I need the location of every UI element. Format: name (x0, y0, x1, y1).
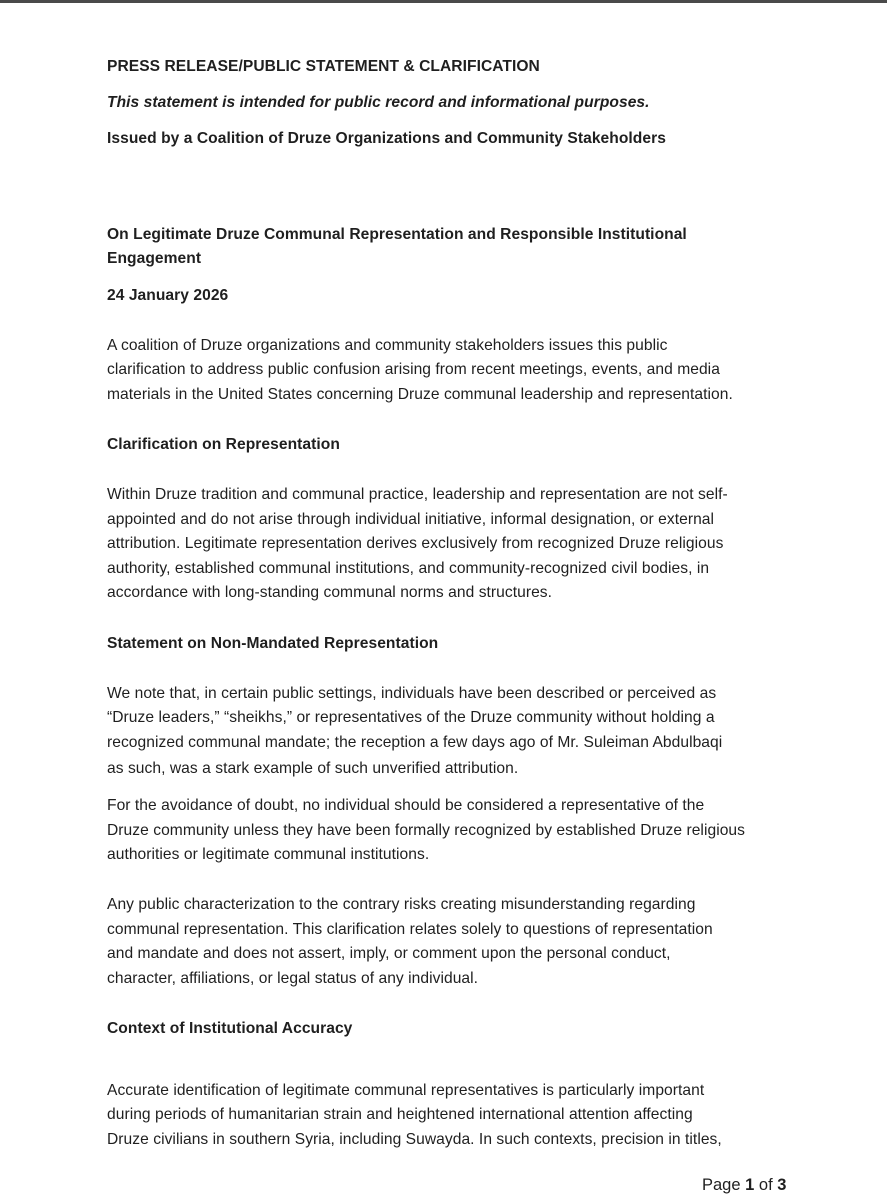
subject-heading-line-1: On Legitimate Druze Communal Representation and Responsible Institutional (107, 226, 687, 243)
total-pages: 3 (777, 1176, 787, 1194)
paragraph-line: Druze community unless they have been formally recognized by established Druze religious (107, 822, 745, 839)
paragraph-line: attribution. Legitimate representation derives exclusively from recognized Druze religious (107, 535, 724, 552)
top-border (0, 0, 887, 3)
paragraph-line: during periods of humanitarian strain and heightened international attention affecting (107, 1106, 693, 1123)
paragraph-line: as such, was a stark example of such unverified attribution. (107, 760, 519, 777)
statement-date: 24 January 2026 (107, 287, 229, 304)
paragraph-line: authority, established communal institutions, and community-recognized civil bodies, in (107, 560, 710, 577)
page-label: Page (702, 1176, 741, 1194)
paragraph-line: “Druze leaders,” “sheikhs,” or representatives of the Druze community without holding a (107, 709, 715, 726)
section-heading-representation: Clarification on Representation (107, 436, 340, 453)
paragraph-line: Any public characterization to the contrary risks creating misunderstanding regarding (107, 896, 696, 913)
paragraph-line: Accurate identification of legitimate communal representatives is particularly important (107, 1082, 705, 1099)
section-heading-institutional-accuracy: Context of Institutional Accuracy (107, 1020, 353, 1037)
document-title: PRESS RELEASE/PUBLIC STATEMENT & CLARIFICATION (107, 58, 540, 75)
intro-line: materials in the United States concerning Druze communal leadership and representation. (107, 386, 733, 403)
current-page: 1 (745, 1176, 755, 1194)
page-number (702, 1174, 786, 1196)
intro-line: clarification to address public confusion arising from recent meetings, events, and media (107, 361, 720, 378)
paragraph-line: recognized communal mandate; the reception a few days ago of Mr. Suleiman Abdulbaqi (107, 734, 723, 751)
paragraph-line: appointed and do not arise through individual initiative, informal designation, or external (107, 511, 715, 528)
paragraph-line: Druze civilians in southern Syria, including Suwayda. In such contexts, precision in titles, (107, 1131, 722, 1148)
paragraph-line: accordance with long-standing communal norms and structures. (107, 584, 553, 601)
intro-line: A coalition of Druze organizations and community stakeholders issues this public (107, 337, 668, 354)
paragraph-line: and mandate and does not assert, imply, or comment upon the personal conduct, (107, 945, 671, 962)
paragraph-line: communal representation. This clarification relates solely to questions of representation (107, 921, 713, 938)
paragraph-line: authorities or legitimate communal institutions. (107, 846, 430, 863)
paragraph-line: Within Druze tradition and communal practice, leadership and representation are not self- (107, 486, 728, 503)
paragraph-line: character, affiliations, or legal status of any individual. (107, 970, 479, 987)
intent-statement: This statement is intended for public record and informational purposes. (107, 94, 650, 111)
paragraph-line: We note that, in certain public settings, individuals have been described or perceived as (107, 685, 717, 702)
subject-heading-line-2: Engagement (107, 250, 202, 267)
issuer-line: Issued by a Coalition of Druze Organizations and Community Stakeholders (107, 130, 666, 147)
section-heading-non-mandated: Statement on Non-Mandated Representation (107, 635, 439, 652)
paragraph-line: For the avoidance of doubt, no individual should be considered a representative of the (107, 797, 705, 814)
of-label: of (758, 1176, 773, 1194)
